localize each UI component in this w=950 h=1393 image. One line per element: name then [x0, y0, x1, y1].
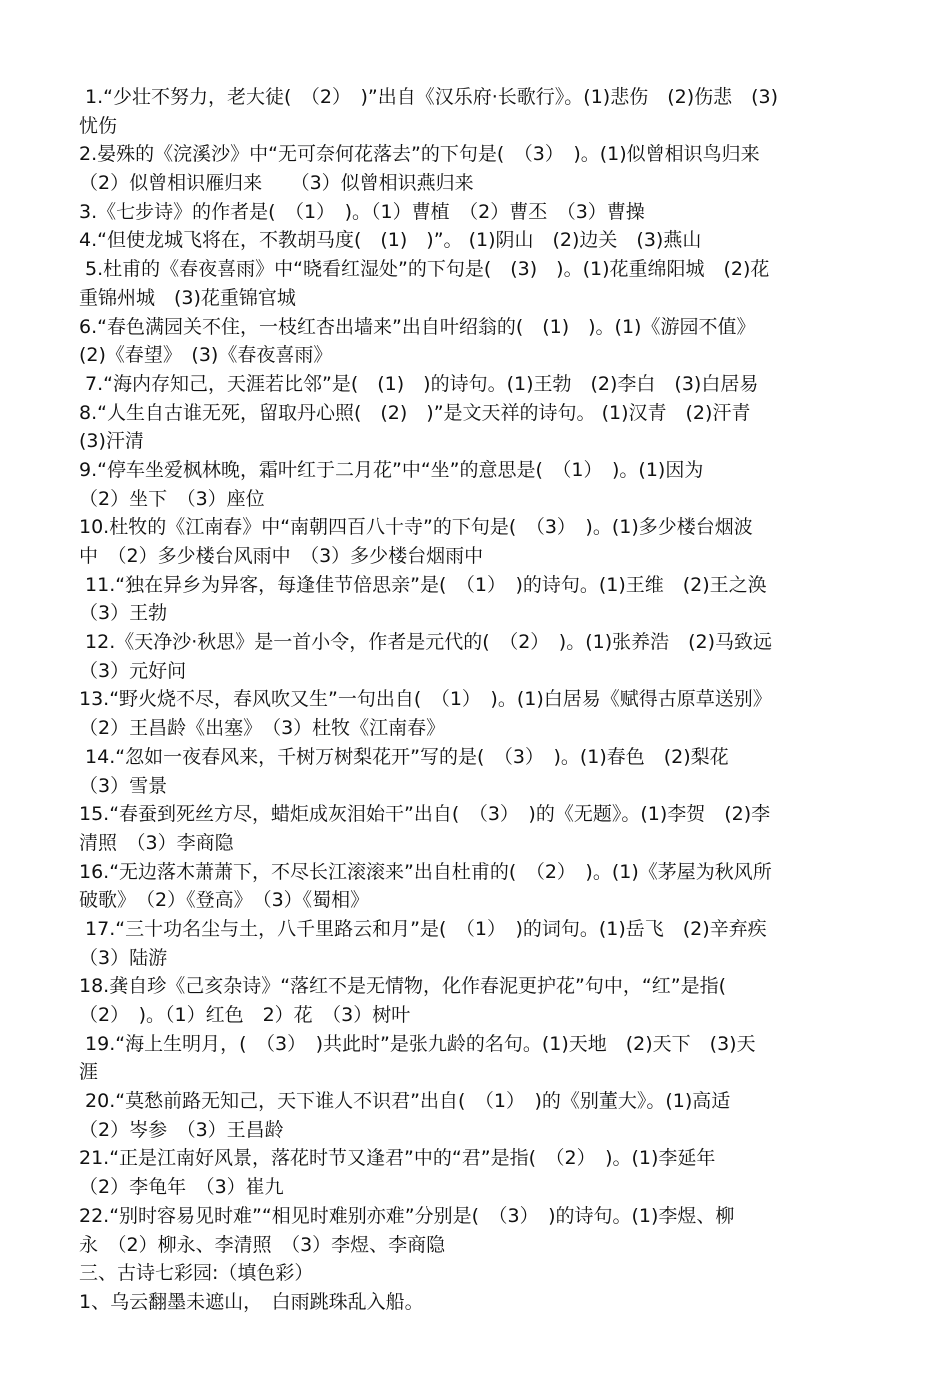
text-line: 20.“莫愁前路无知己，天下谁人不识君”出自( （1） )的《别董大》。(1)高适 [79, 1090, 731, 1113]
text-line: 19.“海上生明月，( （3） )共此时”是张九龄的名句。(1)天地 (2)天下 (3)天 [79, 1032, 756, 1055]
text-line: 17.“三十功名尘与土，八千里路云和月”是( （1） )的词句。(1)岳飞 (2)辛弃疾 [79, 917, 767, 940]
text-line: 10.杜牧的《江南春》中“南朝四百八十寺”的下句是( （3） )。(1)多少楼台烟波 [79, 516, 753, 539]
text-line: (3)汗清 [79, 430, 144, 453]
text-line: （2） )。（1）红色 2）花 （3）树叶 [79, 1004, 411, 1026]
text-line: 重锦州城 (3)花重锦官城 [79, 286, 296, 309]
text-line: 5.杜甫的《春夜喜雨》中“晓看红湿处”的下句是( (3) )。(1)花重绵阳城 (2)花 [79, 258, 770, 281]
text-line: （2）王昌龄《出塞》 （3）杜牧《江南春》 [79, 717, 446, 740]
text-line: （2）坐下 （3）座位 [79, 487, 265, 510]
text-line: 中 （2）多少楼台风雨中 （3）多少楼台烟雨中 [79, 545, 484, 567]
text-line: 1、乌云翻墨未遮山， 白雨跳珠乱入船。 [79, 1290, 424, 1313]
text-line: 8.“人生自古谁无死，留取丹心照( (2) )”是文天祥的诗句。 (1)汉青 (2)汗青 [79, 401, 751, 424]
text-line: 1.“少壮不努力，老大徒( （2） )”出自《汉乐府·长歌行》。(1)悲伤 (2)伤悲 (3) [79, 86, 779, 108]
text-line: 14.“忽如一夜春风来，千树万树梨花开”写的是( （3） )。(1)春色 (2)梨花 [79, 745, 729, 768]
text-line: 清照 （3）李商隐 [79, 831, 234, 854]
text-line: 11.“独在异乡为异客，每逢佳节倍思亲”是( （1） )的诗句。(1)王维 (2)王之涣 [79, 573, 767, 596]
text-line: 6.“春色满园关不住，一枝红杏出墙来”出自叶绍翁的( (1) )。(1)《游园不值》 [79, 315, 756, 338]
text-line: （2）似曾相识雁归来 （3）似曾相识燕归来 [79, 172, 474, 195]
text-line: （2）李龟年 （3）崔九 [79, 1176, 284, 1199]
text-line: 22.“别时容易见时难”“相见时难别亦难”分别是( （3） )的诗句。(1)李煜、柳 [79, 1204, 735, 1227]
text-line: 永 （2）柳永、李清照 （3）李煜、李商隐 [79, 1233, 446, 1256]
text-line: 9.“停车坐爱枫林晚，霜叶红于二月花”中“坐”的意思是( （1） )。(1)因为 [79, 458, 704, 481]
text-line: 16.“无边落木萧萧下，不尽长江滚滚来”出自杜甫的( （2） )。(1)《茅屋为秋风所 [79, 860, 772, 883]
text-line: (2)《春望》 (3)《春夜喜雨》 [79, 344, 333, 367]
text-line: 13.“野火烧不尽，春风吹又生”一句出自( （1） )。(1)白居易《赋得古原草送别》 [79, 688, 772, 711]
text-line: （2）岑参 （3）王昌龄 [79, 1118, 284, 1141]
text-line: 15.“春蚕到死丝方尽，蜡炬成灰泪始干”出自( （3） )的《无题》。(1)李贺 (2)李 [79, 803, 771, 826]
text-line: 21.“正是江南好风景，落花时节又逢君”中的“君”是指( （2） )。(1)李延年 [79, 1147, 716, 1170]
text-line: （3）元好问 [79, 659, 187, 682]
text-line: 2.晏殊的《浣溪沙》中“无可奈何花落去”的下句是( （3） )。(1)似曾相识鸟归来 [79, 143, 760, 166]
text-line: 12.《天净沙·秋思》是一首小令，作者是元代的( （2） )。(1)张养浩 (2)马致远 [79, 631, 773, 654]
text-line: 忧伤 [79, 114, 118, 137]
text-line: 3.《七步诗》的作者是( （1） )。（1）曹植 （2）曹丕 （3）曹操 [79, 200, 645, 223]
text-line: 7.“海内存知己，天涯若比邻”是( (1) )的诗句。(1)王勃 (2)李白 (3)白居易 [79, 372, 759, 395]
text-line: 破歌》 （2）《登高》 （3）《蜀相》 [79, 889, 370, 912]
text-line: （3）雪景 [79, 774, 168, 797]
text-line: 三、古诗七彩园:（填色彩） [79, 1262, 314, 1285]
text-line: （3）陆游 [79, 946, 168, 969]
text-line: 4.“但使龙城飞将在，不教胡马度( (1) )”。 (1)阴山 (2)边关 (3)燕山 [79, 229, 702, 252]
text-line: （3）王勃 [79, 602, 168, 625]
text-line: 涯 [79, 1061, 99, 1084]
text-line: 18.龚自珍《己亥杂诗》“落红不是无情物，化作春泥更护花”句中，“红”是指( [79, 975, 727, 998]
